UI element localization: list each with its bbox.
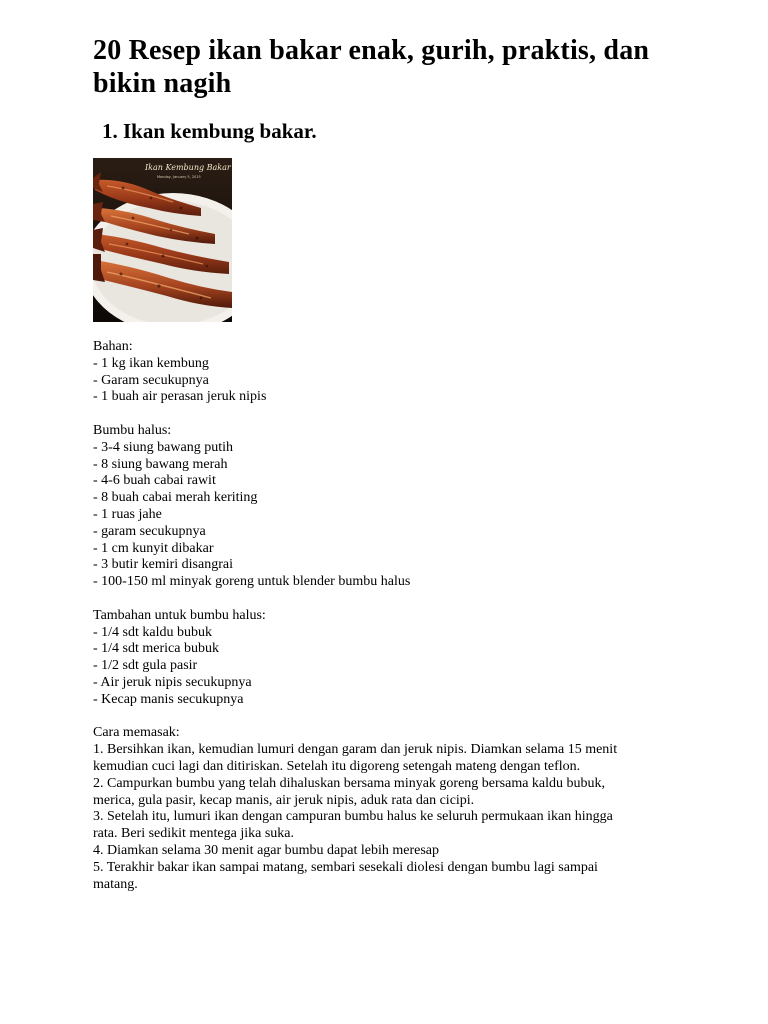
page-title: 20 Resep ikan bakar enak, gurih, praktis, dan bikin nagih [93,35,650,99]
document-page [93,34,693,893]
instruction-line: 1. Bersihkan ikan, kemudian lumuri dengan garam dan jeruk nipis. Diamkan selama 15 menit [93,742,618,758]
list-item: - 3-4 siung bawang putih [93,439,233,455]
grilled-fish-photo [93,158,232,322]
list-item: - 1/4 sdt merica bubuk [93,641,219,657]
list-item: - Air jeruk nipis secukupnya [93,674,252,690]
list-item: - 4-6 buah cabai rawit [93,473,216,489]
list-item: - 1/4 sdt kaldu bubuk [93,624,212,640]
list-item: - 1/2 sdt gula pasir [93,658,198,674]
list-item: - 1 kg ikan kembung [93,355,209,371]
instruction-line: 5. Terakhir bakar ikan sampai matang, sembari sesekali diolesi dengan bumbu lagi sampai [93,859,598,875]
section-heading: 1. Ikan kembung bakar. [102,119,317,143]
list-item: - Garam secukupnya [93,372,209,388]
list-item: - 8 buah cabai merah keriting [93,490,258,506]
list-item: - 3 butir kemiri disangrai [93,557,233,573]
instruction-line: merica, gula pasir, kecap manis, air jeruk nipis, aduk rata dan cicipi. [93,792,475,808]
list-item: - 8 siung bawang merah [93,456,228,472]
photo-caption: Ikan Kembung Bakar [145,163,231,172]
instruction-line: 3. Setelah itu, lumuri ikan dengan campuran bumbu halus ke seluruh permukaan ikan hingga [93,809,613,825]
bumbu-halus-label: Bumbu halus: [93,422,172,438]
instruction-line: kemudian cuci lagi dan ditiriskan. Setelah itu digoreng setengah mateng dengan teflon. [93,758,581,774]
list-item: - 1 ruas jahe [93,506,162,522]
photo-caption-small: Monday, January 5, 2015 [157,175,201,179]
instruction-line: rata. Beri sedikit mentega jika suka. [93,826,294,842]
instruction-line: 2. Campurkan bumbu yang telah dihaluskan bersama minyak goreng bersama kaldu bubuk, [93,775,606,791]
list-item: - 1 buah air perasan jeruk nipis [93,389,267,405]
list-item: - Kecap manis secukupnya [93,691,244,707]
ingredients-block [93,339,693,893]
instruction-line: matang. [93,876,138,892]
list-item: - 1 cm kunyit dibakar [93,540,214,556]
bahan-label: Bahan: [93,339,133,354]
instruction-line: 4. Diamkan selama 30 menit agar bumbu dapat lebih meresap [93,842,440,858]
list-item: - 100-150 ml minyak goreng untuk blender bumbu halus [93,574,411,590]
list-item: - garam secukupnya [93,523,206,539]
cara-label: Cara memasak: [93,725,180,741]
tambahan-label: Tambahan untuk bumbu halus: [93,607,266,623]
